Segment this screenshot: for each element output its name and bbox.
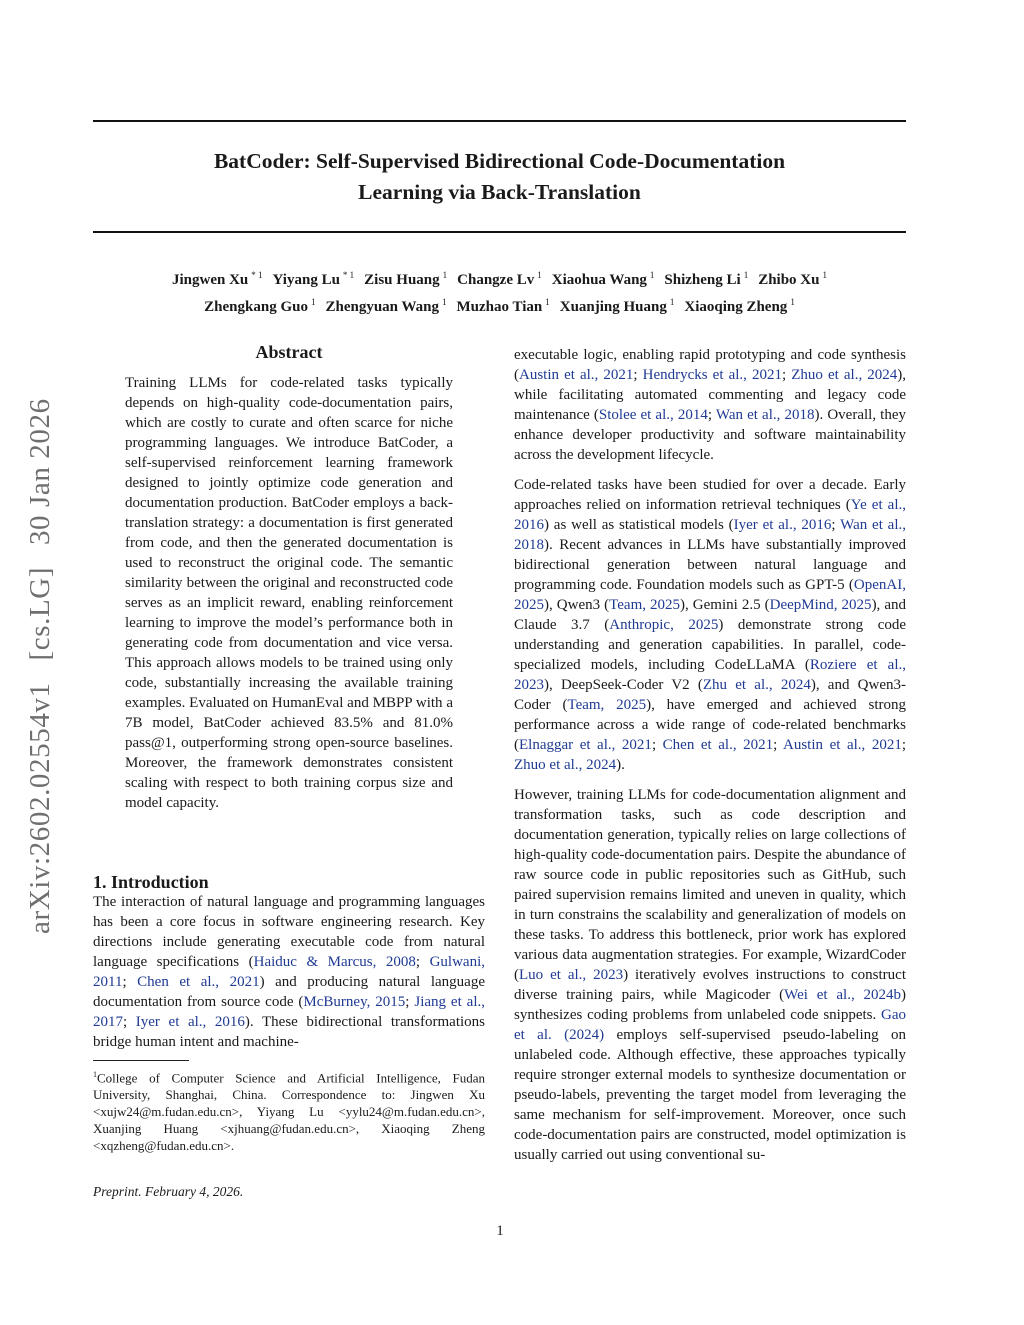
author-affiliation: 1 <box>743 270 749 280</box>
citation-link[interactable]: Roziere et al., 2023 <box>514 657 906 693</box>
citation-link[interactable]: Chen et al., 2021 <box>137 974 260 990</box>
author-name: Yiyang Lu <box>272 272 340 288</box>
footnote-marker: 1 <box>93 1070 97 1079</box>
author-affiliation: 1 <box>537 270 542 280</box>
right-paragraph-3: However, training LLMs for code-documentation alignment and transformation tasks, such as code description and documentation generation, typically relies on large collections of high-quality code-documentation pairs. Despite the abundance of raw source code in public repositories such as GitHub, such paired supervision remains limited and uneven in quality, which in turn constrains the scalability and generalization of models on these tasks. To address this bottleneck, prior work has explored various data augmentation strategies. For example, WizardCoder (Luo et al., 2023) iteratively evolves instructions to construct diverse training pairs, while Magicoder (Wei et al., 2024b) synthesizes coding problems from unlabeled code snippets. Gao et al. (2024) employs self-supervised pseudo-labeling on unlabeled code. Although effective, these approaches typically require stronger external models to synthesize documentation or pseudo-labels, preventing the target model from leveraging the same mechanism for self-improvement. Moreover, once such code-documentation pairs are constructed, model optimization is usually carried out using conventional su- <box>514 787 907 1163</box>
author <box>664 264 748 291</box>
arxiv-date: 30 Jan 2026 <box>24 398 56 546</box>
author-name: Xiaoqing Zheng <box>684 299 788 315</box>
citation-link[interactable]: Ye et al., 2016 <box>514 497 906 533</box>
author-name: Muzhao Tian <box>456 299 543 315</box>
citation-link[interactable]: Wei et al., 2024b <box>784 987 902 1003</box>
author <box>758 264 827 291</box>
citation-link[interactable]: Elnaggar et al., 2021 <box>519 737 652 753</box>
citation-link[interactable]: Gao et al. (2024) <box>514 1007 906 1043</box>
citation-link[interactable]: Team, 2025 <box>567 697 647 713</box>
paper-title <box>93 146 906 208</box>
author-affiliation: * 1 <box>251 270 263 280</box>
title-top-rule <box>93 120 906 122</box>
citation-link[interactable]: Iyer et al., 2016 <box>733 517 832 533</box>
introduction-heading: 1. Introduction <box>93 872 209 892</box>
intro-paragraph-1: The interaction of natural language and programming languages has been a core focus in software engineering research. Key directions include generating executable code from natural language specifications (Haiduc & Marcus, 2008; Gulwani, 2011; Chen et al., 2021) and producing natural language documentation from source code (McBurney, 2015; Jiang et al., 2017; Iyer et al., 2016). These bidirectional transformations bridge human intent and machine- <box>93 894 486 1050</box>
footnote-text: College of Computer Science and Artificial Intelligence, Fudan University, Shanghai, China. Correspondence to: Jingwen Xu <xujw24@m.fudan.edu.cn>, Yiyang Lu <yylu24@m.fudan.edu.cn>, Xuanjing Huang <xjhuang@fudan.edu.cn>, Xiaoqing Zheng <xqzheng@fudan.edu.cn>. <box>93 1070 485 1154</box>
author-affiliation: 1 <box>822 270 827 280</box>
right-paragraph-1: executable logic, enabling rapid prototyping and code synthesis (Austin et al., 2021; Hendrycks et al., 2021; Zhuo et al., 2024), while facilitating automated commenting and legacy code maintenance (Stolee et al., 2014; Wan et al., 2018). Overall, they enhance developer productivity and software maintainability across the development lifecycle. <box>514 347 907 463</box>
citation-link[interactable]: Anthropic, 2025 <box>609 617 719 633</box>
citation-link[interactable]: Iyer et al., 2016 <box>135 1014 245 1030</box>
author-name: Xiaohua Wang <box>551 272 647 288</box>
author <box>325 291 446 318</box>
arxiv-id: arXiv:2602.02554v1 <box>24 682 56 934</box>
citation-link[interactable]: Gulwani, 2011 <box>93 954 486 990</box>
citation-link[interactable]: Austin et al., 2021 <box>783 737 902 753</box>
citation-link[interactable]: McBurney, 2015 <box>303 994 406 1010</box>
title-line-2: Learning via Back-Translation <box>358 180 641 204</box>
abstract-heading: Abstract <box>255 342 323 362</box>
citation-link[interactable]: Stolee et al., 2014 <box>598 407 708 423</box>
author-name: Zhengkang Guo <box>204 299 308 315</box>
right-paragraph-2: Code-related tasks have been studied for over a decade. Early approaches relied on information retrieval techniques (Ye et al., 2016) as well as statistical models (Iyer et al., 2016; Wan et al., 2018). Recent advances in LLMs have substantially improved bidirectional generation between natural language and programming code. Foundation models such as GPT-5 (OpenAI, 2025), Qwen3 (Team, 2025), Gemini 2.5 (DeepMind, 2025), and Claude 3.7 (Anthropic, 2025) demonstrate strong code understanding and generation capabilities. In parallel, code-specialized models, including CodeLLaMA (Roziere et al., 2023), DeepSeek-Coder V2 (Zhu et al., 2024), and Qwen3-Coder (Team, 2025), have emerged and achieved strong performance across a wide range of code-related benchmarks (Elnaggar et al., 2021; Chen et al., 2021; Austin et al., 2021; Zhuo et al., 2024). <box>514 477 907 773</box>
author-name: Changze Lv <box>457 272 535 288</box>
arxiv-category: [cs.LG] <box>24 566 56 661</box>
author-name: Jingwen Xu <box>172 272 249 288</box>
author <box>457 264 542 291</box>
author-list <box>93 264 906 318</box>
author <box>364 264 447 291</box>
page-number: 1 <box>496 1223 504 1239</box>
citation-link[interactable]: Zhuo et al., 2024 <box>514 757 617 773</box>
preprint-date: Preprint. February 4, 2026. <box>93 1184 244 1199</box>
citation-link[interactable]: OpenAI, 2025 <box>514 577 906 613</box>
footnote-rule <box>93 1060 189 1061</box>
author-name: Zisu Huang <box>364 272 440 288</box>
author <box>457 291 550 318</box>
author <box>204 291 315 318</box>
author <box>684 291 794 318</box>
citation-link[interactable]: Wan et al., 2018 <box>715 407 815 423</box>
author-affiliation: 1 <box>545 297 550 307</box>
arxiv-stamp <box>20 374 60 934</box>
author-affiliation: 1 <box>649 270 655 280</box>
author-name: Zhibo Xu <box>758 272 820 288</box>
author-affiliation: * 1 <box>342 270 355 280</box>
citation-link[interactable]: Haiduc & Marcus, 2008 <box>253 954 416 970</box>
author-affiliation: 1 <box>669 297 675 307</box>
citation-link[interactable]: Team, 2025 <box>609 597 681 613</box>
author-affiliation: 1 <box>442 270 448 280</box>
author <box>273 264 355 291</box>
author-name: Shizheng Li <box>664 272 741 288</box>
citation-link[interactable]: Jiang et al., 2017 <box>93 994 485 1030</box>
citation-link[interactable]: Austin et al., 2021 <box>519 367 634 383</box>
author-affiliation: 1 <box>442 297 447 307</box>
citation-link[interactable]: Chen et al., 2021 <box>662 737 774 753</box>
citation-link[interactable]: Luo et al., 2023 <box>519 967 624 983</box>
author <box>552 264 655 291</box>
citation-link[interactable]: Zhu et al., 2024 <box>702 677 811 693</box>
affiliation-footnote <box>93 1066 485 1154</box>
title-bottom-rule <box>93 231 906 233</box>
author-affiliation: 1 <box>790 297 795 307</box>
author-name: Xuanjing Huang <box>559 299 667 315</box>
title-line-1: BatCoder: Self-Supervised Bidirectional Code-Documentation <box>213 149 786 173</box>
citation-link[interactable]: Wan et al., 2018 <box>514 517 906 553</box>
citation-link[interactable]: Zhuo et al., 2024 <box>791 367 898 383</box>
citation-link[interactable]: DeepMind, 2025 <box>769 597 872 613</box>
author <box>560 291 675 318</box>
author-name: Zhengyuan Wang <box>325 299 439 315</box>
citation-link[interactable]: Hendrycks et al., 2021 <box>642 367 782 383</box>
abstract-text: Training LLMs for code-related tasks typically depends on high-quality code-documentation pairs, which are costly to curate and often scarce for niche programming languages. We introduce BatCoder, a self-supervised reinforcement learning framework designed to jointly optimize code generation and documentation production. BatCoder employs a back-translation strategy: a documentation is first generated from code, and then the generated documentation is used to reconstruct the original code. The semantic similarity between the original and reconstructed code serves as an implicit reward, enabling reinforcement learning to improve the model’s performance both in generating code from documentation and vice versa. This approach allows models to be trained using only code, substantially increasing the available training examples. Evaluated on HumanEval and MBPP with a 7B model, BatCoder achieved 83.5% and 81.0% pass@1, outperforming strong open-source baselines. Moreover, the framework demonstrates consistent scaling with respect to both training corpus size and model capacity. <box>125 375 453 811</box>
author-affiliation: 1 <box>310 297 316 307</box>
author <box>172 264 263 291</box>
